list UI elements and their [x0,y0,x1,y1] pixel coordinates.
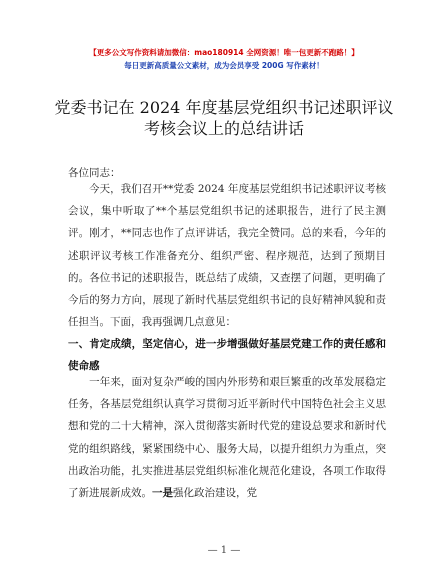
paragraph-section-1-text: 一年来，面对复杂严峻的国内外形势和艰巨繁重的改革发展稳定任务，各基层党组织认真学习贯彻习近平新时代中国特色社会主义思想和党的二十大精神，深入贯彻落实新时代党的建设总要求和新时代党的组织路线，紧紧围绕中心、服务大局，以提升组织力为重点，突出政治功能，扎实推进基层党组织标准化规范化建设，各项工作取得了新进展新成效。 [68,376,386,500]
salutation: 各位同志： [68,167,121,179]
document-title-line-1: 党委书记在 2024 年度基层党组织书记述职评议 [54,98,394,117]
section-heading-1: 一、肯定成绩，坚定信心，进一步增强做好基层党建工作的责任感和使命感 [68,338,386,373]
page-number: — 1 — [207,545,241,556]
paragraph-bold-lead: 一是 [152,487,173,500]
promo-banner-line-2: 每日更新高质量公文素材，成为会员享受 200G 写作素材！ [124,61,324,70]
paragraph-intro [68,178,386,333]
paragraph-section-1 [68,371,386,504]
paragraph-section-1-tail: 强化政治建设，党 [173,487,257,500]
paragraph-intro-text: 今天，我们召开**党委 2024 年度基层党组织书记述职评议考核会议，集中听取了**个基层党组织书记的述职报告，进行了民主测评。刚才，**同志也作了点评讲话，我完全赞同。总的来看，今年的述职评议考核工作准备充分、组织严密、程序规范，达到了预期目的。各位书记的述职报告，既总结了成绩，又查摆了问题，更明确了今后的努力方向，展现了新时代基层党组织书记的良好精神风貌和责任担当。下面，我再强调几点意见： [68,183,386,329]
promo-banner-line-1: 【更多公文写作资料请加微信：mao180914 全网资源！唯一包更新不跑路！】 [89,48,359,57]
document-title-line-2: 考核会议上的总结讲话 [143,119,304,138]
